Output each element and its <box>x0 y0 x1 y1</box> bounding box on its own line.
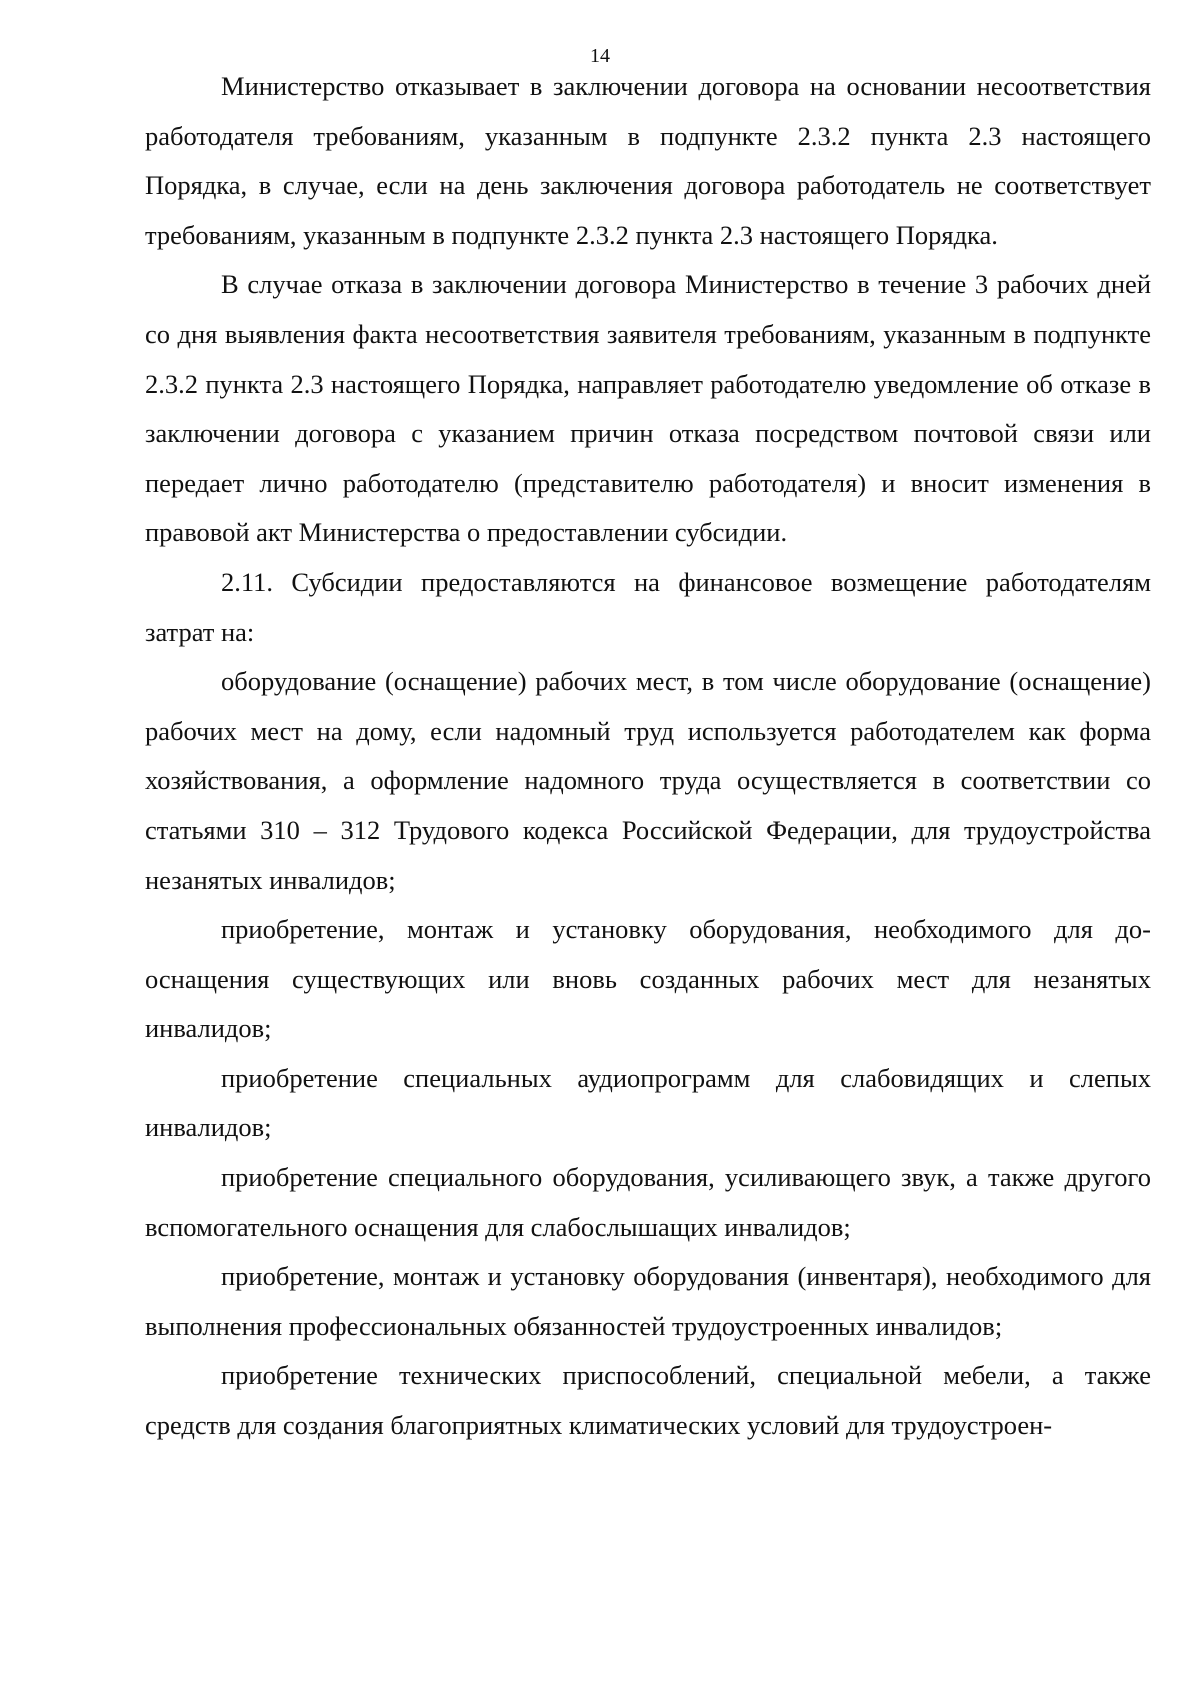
paragraph-2-11-heading: 2.11. Субсидии предоставляются на финансовое возмещение работодателям затрат на: <box>145 566 1151 647</box>
list-item-sound-amplifying-equipment: приобретение специального оборудования, усиливающего звук, а также другого вспомогательного оснащения для слабослышащих инвалидов; <box>145 1162 1151 1242</box>
list-item-additional-equipment: приобретение, монтаж и установку оборудования, необходимого для дооснащения существующих или вновь созданных рабочих мест для незанятых инвалидов; <box>145 914 1151 1044</box>
list-item-technical-devices: приобретение технических приспособлений, специальной мебели, а также средств для создания благоприятных климатических условий для трудоустроен- <box>145 1360 1151 1441</box>
paragraph-refusal-grounds: Министерство отказывает в заключении договора на основании несоответствия работодателя требованиям, указанным в подпункте 2.3.2 пункта 2.3 настоящего Порядка, в случае, если на день заключения договора работодатель не соответствует требованиям, указанным в подпункте 2.3.2 пункта 2.3 настоящего Порядка. <box>145 71 1151 250</box>
paragraph-refusal-notification: В случае отказа в заключении договора Министерство в течение 3 рабочих дней со дня выявления факта несоответствия заявителя требованиям, указанным в подпункте 2.3.2 пункта 2.3 настоящего Порядка, направляет работодателю уведомление об отказе в заключении договора с указанием причин отказа посредством почтовой связи или передает лично работодателю (представителю работодателя) и вносит изменения в правовой акт Министерства о предоставлении субсидии. <box>145 269 1151 548</box>
document-body <box>145 62 1151 1451</box>
page-number: 14 <box>590 45 610 67</box>
list-item-professional-equipment: приобретение, монтаж и установку оборудования (инвентаря), необходимого для выполнения профессиональных обязанностей трудоустроенных инвалидов; <box>145 1261 1151 1341</box>
list-item-workplace-equipment: оборудование (оснащение) рабочих мест, в том числе оборудование (оснащение) рабочих мест на дому, если надомный труд используется работодателем как форма хозяйствования, а оформление надомного труда осуществляется в соответствии со статьями 310 – 312 Трудового кодекса Российской Федерации, для трудоустройства незанятых инвалидов; <box>145 666 1151 895</box>
list-item-audio-programs: приобретение специальных аудиопрограмм для слабовидящих и слепых инвалидов; <box>145 1062 1151 1143</box>
